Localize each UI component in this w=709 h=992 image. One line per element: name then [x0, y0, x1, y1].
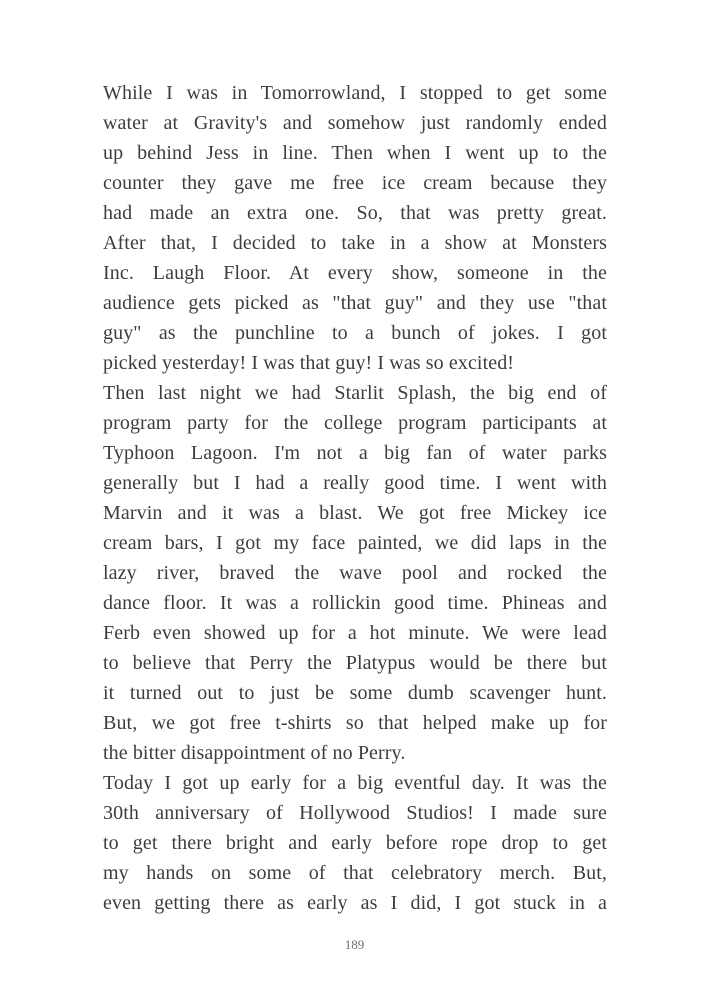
text-line: Then last night we had Starlit Splash, the big end of	[103, 382, 607, 404]
text-line: After that, I decided to take in a show at Monsters	[103, 232, 607, 254]
text-line: water at Gravity's and somehow just randomly ended	[103, 112, 607, 134]
text-line: up behind Jess in line. Then when I went up to the	[103, 142, 607, 164]
text-line: had made an extra one. So, that was pretty great.	[103, 202, 607, 224]
text-line: the bitter disappointment of no Perry.	[103, 742, 406, 764]
page-number: 189	[344, 937, 365, 952]
text-line: Marvin and it was a blast. We got free Mickey ice	[103, 502, 607, 524]
page-text-block	[103, 78, 607, 918]
text-line: Ferb even showed up for a hot minute. We were lead	[103, 622, 607, 644]
text-line: guy" as the punchline to a bunch of jokes. I got	[103, 322, 607, 344]
text-line: generally but I had a really good time. I went with	[103, 472, 607, 494]
paragraph	[103, 78, 607, 378]
text-line: even getting there as early as I did, I got stuck in a	[103, 892, 607, 914]
text-line: to believe that Perry the Platypus would be there but	[103, 652, 607, 674]
text-line: cream bars, I got my face painted, we did laps in the	[103, 532, 607, 554]
text-line: Typhoon Lagoon. I'm not a big fan of water parks	[103, 442, 607, 464]
text-line: 30th anniversary of Hollywood Studios! I made sure	[103, 802, 607, 824]
text-line: program party for the college program participants at	[103, 412, 607, 434]
text-line: While I was in Tomorrowland, I stopped to get some	[103, 82, 607, 104]
text-line: audience gets picked as "that guy" and they use "that	[103, 292, 607, 314]
text-line: picked yesterday! I was that guy! I was so excited!	[103, 352, 515, 374]
paragraph	[103, 768, 607, 918]
text-line: dance floor. It was a rollickin good time. Phineas and	[103, 592, 607, 614]
text-line: my hands on some of that celebratory merch. But,	[103, 862, 607, 884]
text-line: Today I got up early for a big eventful day. It was the	[103, 772, 607, 794]
text-line: lazy river, braved the wave pool and rocked the	[103, 562, 607, 584]
text-line: Inc. Laugh Floor. At every show, someone in the	[103, 262, 607, 284]
text-line: to get there bright and early before rope drop to get	[103, 832, 607, 854]
text-line: counter they gave me free ice cream because they	[103, 172, 607, 194]
text-line: it turned out to just be some dumb scavenger hunt.	[103, 682, 607, 704]
paragraph	[103, 378, 607, 768]
text-line: But, we got free t-shirts so that helped make up for	[103, 712, 607, 734]
